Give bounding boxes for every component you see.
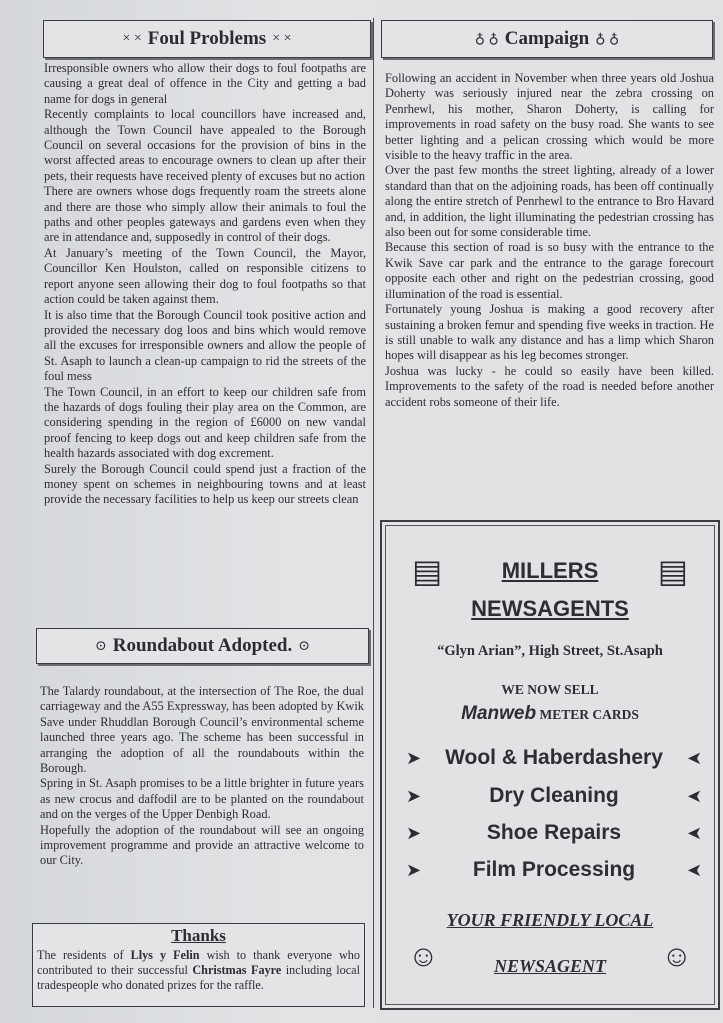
smiley-icon: ☺ bbox=[408, 940, 439, 973]
service-item bbox=[406, 784, 702, 812]
newspaper-icon: ▤ bbox=[657, 553, 688, 589]
service-item bbox=[406, 858, 702, 886]
arrow-right-icon: ➤ bbox=[406, 786, 422, 806]
arrow-left-icon: ➤ bbox=[686, 748, 702, 768]
service-label: Shoe Repairs bbox=[486, 821, 622, 844]
campaign-article bbox=[385, 71, 714, 410]
article-paragraph: It is also time that the Borough Council took positive action and provided the necessary dog loos and bins which would remove all the excuses for irresponsible owners and allow the people of St. Asaph to launch a clean-up campaign to rid the streets of the foul mess bbox=[44, 307, 366, 384]
article-paragraph: Irresponsible owners who allow their dogs to foul footpaths are causing a great deal of offence in the City and getting a bad name for dogs in general bbox=[44, 61, 366, 106]
arrow-right-icon: ➤ bbox=[406, 860, 422, 880]
arrow-left-icon: ➤ bbox=[686, 786, 702, 806]
advert-address: “Glyn Arian”, High Street, St.Asaph bbox=[437, 643, 663, 659]
millers-advert bbox=[380, 520, 720, 1010]
service-label: Film Processing bbox=[472, 858, 636, 881]
advert-footer-line2: NEWSAGENT bbox=[493, 956, 607, 976]
cross-icon: × × bbox=[122, 31, 142, 46]
article-paragraph: Following an accident in November when three years old Joshua Doherty was seriously injured near the zebra crossing on Penrhewl, his mother, Sharon Doherty, is calling for improvements in road safety on the busy road. She wants to see better lighting and a pelican crossing which would be more visible to the heavy traffic in the area. bbox=[385, 71, 714, 163]
article-paragraph: Fortunately young Joshua is making a good recovery after sustaining a broken femur and spending five weeks in traction. He is still unable to walk any distance and has a limp which Sharon hopes will disappear as his leg becomes stronger. bbox=[385, 302, 714, 363]
article-paragraph: Spring in St. Asaph promises to be a little brighter in future years as new crocus and daffodil are to be planted on the roundabout and on the verges of the Upper Denbigh Road. bbox=[40, 776, 364, 822]
service-label: Dry Cleaning bbox=[489, 784, 619, 807]
cross-icon: × × bbox=[272, 31, 292, 46]
arrow-right-icon: ➤ bbox=[406, 823, 422, 843]
thanks-text bbox=[33, 946, 364, 993]
article-paragraph: Hopefully the adoption of the roundabout will see an ongoing improvement programme and provide an attractive welcome to our City. bbox=[40, 822, 364, 868]
advert-footer-line1: YOUR FRIENDLY LOCAL bbox=[446, 910, 654, 930]
newspaper-icon: ▤ bbox=[412, 553, 443, 589]
target-icon: ⊙ bbox=[95, 638, 107, 654]
article-paragraph: Joshua was lucky - he could so easily have been killed. Improvements to the safety of the road is needed before another accident robs someone of their life. bbox=[385, 363, 714, 409]
arrow-left-icon: ➤ bbox=[686, 860, 702, 880]
foul-problems-header bbox=[43, 20, 371, 58]
roundabout-title: Roundabout Adopted. bbox=[112, 635, 293, 656]
advert-name-line1: MILLERS bbox=[501, 558, 599, 583]
article-paragraph: At January’s meeting of the Town Council, the Mayor, Councillor Ken Houlston, called on responsible citizens to report anyone seen allowing their dog to foul footpaths so that action could be taken against them. bbox=[44, 245, 366, 307]
column-divider bbox=[373, 18, 374, 1008]
article-paragraph: Recently complaints to local councillors have increased and, although the Town Council have appealed to the Borough Council on several occasions for the provision of bins in the worst affected areas to encourage owners to clean up after their pets, their requests have received plenty of excuses but no action bbox=[44, 107, 366, 183]
thanks-bold-part: Llys y Felin bbox=[130, 948, 200, 962]
campaign-header bbox=[381, 20, 713, 58]
thanks-bold-part: Christmas Fayre bbox=[192, 963, 282, 977]
advert-name-line2: NEWSAGENTS bbox=[471, 596, 629, 621]
roundabout-article bbox=[40, 684, 364, 869]
manweb-logo-text: Manweb bbox=[461, 703, 537, 724]
target-icon: ⊙ bbox=[298, 638, 310, 654]
thanks-text-part: The residents of bbox=[37, 948, 131, 962]
service-item bbox=[406, 821, 702, 849]
roundabout-header bbox=[36, 628, 369, 664]
meter-cards-label: METER CARDS bbox=[539, 707, 639, 722]
figure-icon: ♁ ♁ bbox=[595, 31, 620, 47]
advert-we-now-sell: WE NOW SELL bbox=[501, 682, 599, 697]
article-paragraph: Surely the Borough Council could spend just a fraction of the money spent on schemes in neighbouring towns and at least provide the necessary facilities to help us keep our streets clean bbox=[44, 461, 366, 507]
foul-problems-title: Foul Problems bbox=[147, 28, 267, 49]
article-paragraph: Over the past few months the street lighting, already of a lower standard than that on the adjoining roads, has been off continually along the entire stretch of Penrhewl to the entrance to Bro Havard and, in addition, the light illuminating the pedestrian crossing has also been out for some considerable time. bbox=[385, 163, 714, 240]
article-paragraph: The Talardy roundabout, at the intersection of The Roe, the dual carriageway and the A55 Expressway, has been adopted by Kwik Save under Rhuddlan Borough Council’s environmental scheme launched three years ago. The scheme has been successful in arranging the adoption of all the roundabouts within the Borough. bbox=[40, 684, 364, 776]
arrow-right-icon: ➤ bbox=[406, 748, 422, 768]
thanks-text-part: wish to thank everyone who contributed to their successful bbox=[37, 948, 360, 977]
advert-meter-cards bbox=[382, 703, 718, 725]
smiley-icon: ☺ bbox=[661, 940, 692, 973]
figure-icon: ♁ ♁ bbox=[474, 31, 499, 47]
article-paragraph: The Town Council, in an effort to keep our children safe from the hazards of dogs fouling their play area on the Common, are considering spending in the region of £6000 on new vandal proof fencing to keep dogs out and keep children safe from the health hazards associated with dog excrement. bbox=[44, 384, 366, 461]
campaign-title: Campaign bbox=[504, 28, 590, 49]
thanks-title: Thanks bbox=[171, 926, 226, 945]
article-paragraph: Because this section of road is so busy with the entrance to the Kwik Save car park and the entrance to the garage forecourt opposite each other and right on the pedestrian crossing, good illumination of the road is essential. bbox=[385, 240, 714, 301]
service-label: Wool & Haberdashery bbox=[445, 746, 663, 769]
foul-problems-article bbox=[44, 61, 366, 508]
service-item bbox=[406, 746, 702, 774]
thanks-box bbox=[32, 923, 365, 1007]
article-paragraph: There are owners whose dogs frequently roam the streets alone and there are those who simply allow their animals to foul the paths and other peoples gateways and gardens even when they are in attendance and, supposedly in control of their dogs. bbox=[44, 184, 366, 245]
arrow-left-icon: ➤ bbox=[686, 823, 702, 843]
thanks-text-part: including local tradespeople who donated prizes for the raffle. bbox=[37, 963, 360, 992]
